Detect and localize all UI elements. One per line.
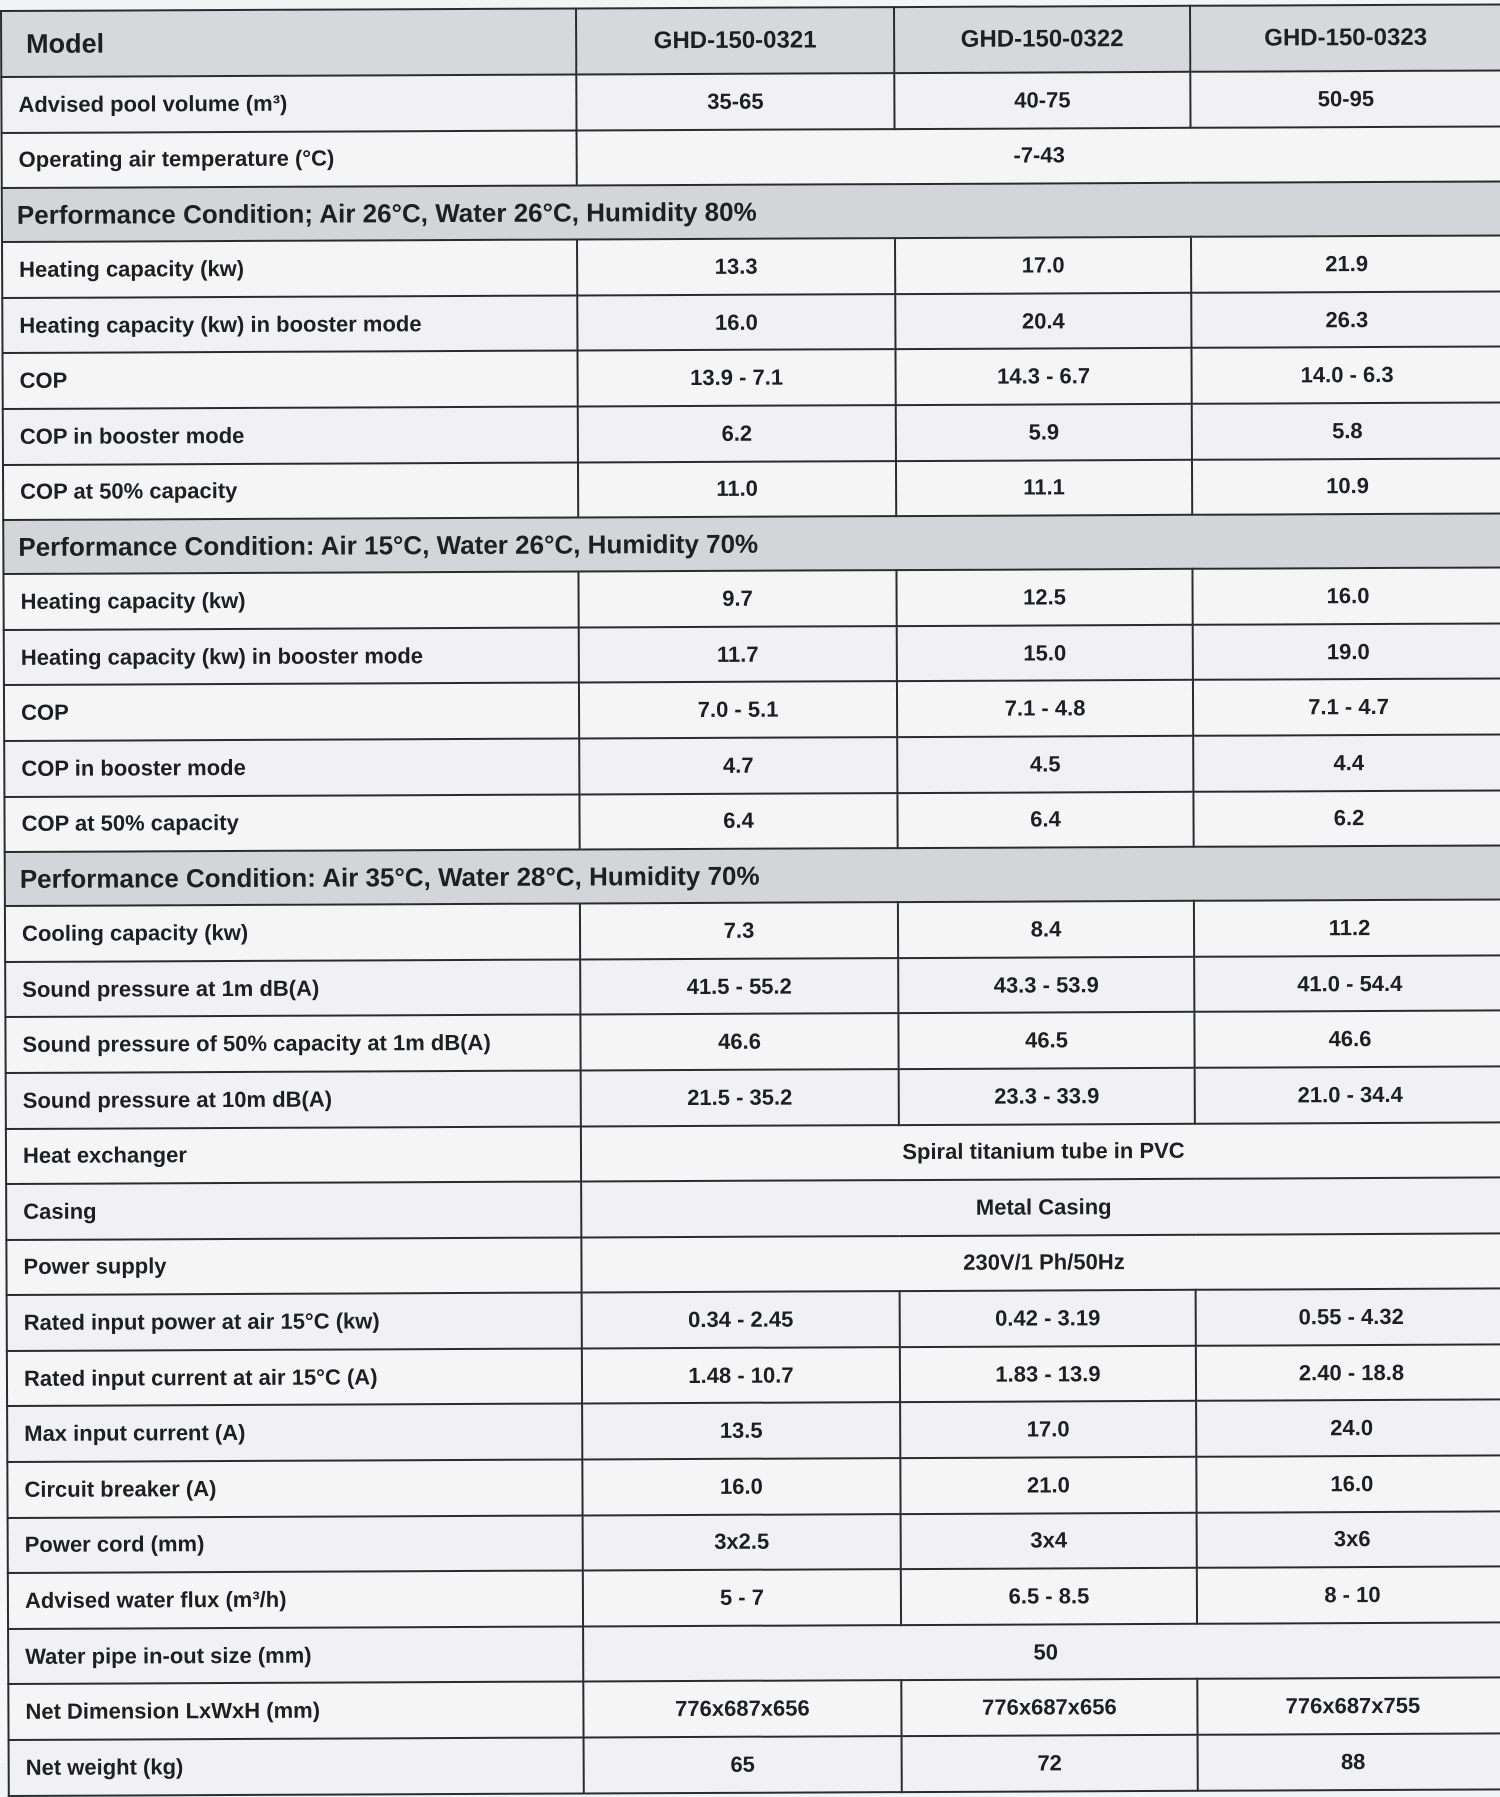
model-label: Model — [1, 8, 576, 77]
section-header — [2, 182, 1500, 243]
row-value: 26.3 — [1191, 291, 1500, 348]
row-label: Net Dimension LxWxH (mm) — [8, 1682, 583, 1740]
spec-sheet — [0, 10, 1500, 1780]
row-label: Advised water flux (m³/h) — [8, 1571, 583, 1629]
spec-row — [3, 458, 1500, 520]
row-value: 7.0 - 5.1 — [579, 681, 897, 738]
row-label: COP — [4, 683, 579, 741]
spec-row — [4, 623, 1500, 685]
row-value-merged: Spiral titanium tube in PVC — [581, 1122, 1500, 1182]
model-name: GHD-150-0321 — [576, 7, 894, 74]
row-label: Operating air temperature (°C) — [2, 130, 577, 188]
row-value: 15.0 — [897, 625, 1193, 682]
row-value: 21.0 — [900, 1457, 1196, 1514]
row-value: 88 — [1198, 1733, 1500, 1790]
row-value: 7.1 - 4.8 — [897, 680, 1193, 737]
row-value: 1.83 - 13.9 — [900, 1346, 1196, 1403]
spec-row — [8, 1678, 1500, 1740]
row-value: 50-95 — [1190, 70, 1500, 127]
row-value: 65 — [584, 1736, 902, 1793]
spec-row — [4, 790, 1500, 852]
row-value: 11.0 — [578, 461, 896, 518]
row-value: 5 - 7 — [583, 1569, 901, 1626]
spec-row — [9, 1733, 1500, 1795]
row-value: 72 — [902, 1735, 1198, 1792]
row-label: Sound pressure at 10m dB(A) — [6, 1070, 581, 1128]
model-name: GHD-150-0322 — [894, 6, 1190, 73]
row-label: COP in booster mode — [4, 738, 579, 796]
row-value: 40-75 — [894, 72, 1190, 129]
row-label: Casing — [6, 1182, 581, 1240]
row-label: Net weight (kg) — [9, 1738, 584, 1796]
spec-row — [6, 1233, 1500, 1295]
row-value: 41.0 - 54.4 — [1194, 955, 1500, 1012]
row-value: 4.4 — [1193, 734, 1500, 791]
row-value: 4.7 — [579, 737, 897, 794]
row-value: 21.9 — [1191, 236, 1500, 293]
row-label: Heating capacity (kw) in booster mode — [4, 627, 579, 685]
row-label: Circuit breaker (A) — [7, 1460, 582, 1518]
spec-row — [8, 1511, 1500, 1573]
row-value: 7.3 — [580, 902, 898, 959]
spec-row — [6, 1178, 1500, 1240]
section-title: Performance Condition: Air 15°C, Water 26°C, Humidity 70% — [3, 514, 1500, 575]
row-value: 13.5 — [582, 1403, 900, 1460]
row-label: Rated input current at air 15°C (A) — [7, 1348, 582, 1406]
spec-row — [6, 1066, 1500, 1128]
row-label: Cooling capacity (kw) — [5, 904, 580, 962]
row-value: 9.7 — [578, 570, 896, 627]
row-label: Max input current (A) — [7, 1404, 582, 1462]
row-value: 4.5 — [897, 736, 1193, 793]
row-value: 21.0 - 34.4 — [1195, 1066, 1500, 1123]
row-value: 16.0 — [1196, 1455, 1500, 1512]
spec-row — [3, 568, 1500, 630]
row-value-merged: 50 — [583, 1622, 1500, 1682]
row-value: 46.5 — [898, 1012, 1194, 1069]
row-value: 14.0 - 6.3 — [1191, 347, 1500, 404]
row-value: 8 - 10 — [1197, 1567, 1500, 1624]
row-value: 5.8 — [1192, 402, 1500, 459]
row-label: COP in booster mode — [3, 406, 578, 464]
row-label: Rated input power at air 15°C (kw) — [7, 1293, 582, 1351]
spec-row — [1, 70, 1500, 132]
header-row — [1, 4, 1500, 77]
row-label: COP — [2, 351, 577, 409]
row-value: 2.40 - 18.8 — [1196, 1344, 1500, 1401]
row-value: 776x687x755 — [1197, 1678, 1500, 1735]
row-value: 776x687x656 — [583, 1681, 901, 1738]
row-value: 13.3 — [577, 238, 895, 295]
spec-row — [2, 291, 1500, 353]
row-value: 3x6 — [1197, 1511, 1500, 1568]
row-value: 43.3 - 53.9 — [898, 957, 1194, 1014]
row-value: 12.5 — [896, 569, 1192, 626]
row-value: 3x4 — [901, 1512, 1197, 1569]
row-value: 19.0 — [1193, 623, 1500, 680]
row-value: 7.1 - 4.7 — [1193, 679, 1500, 736]
row-value: 776x687x656 — [901, 1679, 1197, 1736]
row-label: COP at 50% capacity — [4, 794, 579, 852]
section-title: Performance Condition: Air 35°C, Water 28°C, Humidity 70% — [5, 846, 1500, 907]
row-value: 13.9 - 7.1 — [577, 349, 895, 406]
row-value: 21.5 - 35.2 — [581, 1069, 899, 1126]
row-value: 46.6 — [1194, 1011, 1500, 1068]
row-value: 10.9 — [1192, 458, 1500, 515]
row-value: 46.6 — [580, 1013, 898, 1070]
spec-row — [5, 900, 1500, 962]
row-label: Power cord (mm) — [8, 1515, 583, 1573]
spec-row — [8, 1567, 1500, 1629]
row-value: 23.3 - 33.9 — [899, 1068, 1195, 1125]
row-value: 6.4 — [897, 791, 1193, 848]
row-value: 3x2.5 — [583, 1514, 901, 1571]
row-value: 17.0 — [895, 237, 1191, 294]
row-label: COP at 50% capacity — [3, 462, 578, 520]
spec-row — [2, 126, 1500, 188]
row-value: 0.34 - 2.45 — [582, 1291, 900, 1348]
row-value: 0.42 - 3.19 — [900, 1290, 1196, 1347]
spec-row — [3, 402, 1500, 464]
row-label: Heating capacity (kw) — [3, 572, 578, 630]
spec-row — [5, 1011, 1500, 1073]
section-header — [5, 846, 1500, 907]
spec-row — [7, 1344, 1500, 1406]
row-label: Heating capacity (kw) in booster mode — [2, 295, 577, 353]
spec-row — [4, 734, 1500, 796]
row-label: Power supply — [6, 1237, 581, 1295]
row-value: 41.5 - 55.2 — [580, 958, 898, 1015]
row-value: 6.4 — [579, 793, 897, 850]
section-header — [3, 514, 1500, 575]
row-value: 16.0 — [582, 1458, 900, 1515]
row-value: 11.7 — [579, 626, 897, 683]
row-value: 0.55 - 4.32 — [1196, 1289, 1500, 1346]
row-value: 35-65 — [576, 73, 894, 130]
spec-row — [7, 1289, 1500, 1351]
spec-row — [7, 1400, 1500, 1462]
row-label: Advised pool volume (m³) — [1, 74, 576, 132]
row-label: Heating capacity (kw) — [2, 240, 577, 298]
row-label: Sound pressure at 1m dB(A) — [5, 959, 580, 1017]
spec-row — [2, 347, 1500, 409]
row-value: 6.5 - 8.5 — [901, 1568, 1197, 1625]
model-name: GHD-150-0323 — [1190, 4, 1500, 71]
row-value: 11.1 — [896, 459, 1192, 516]
spec-row — [5, 955, 1500, 1017]
row-value: 6.2 — [578, 405, 896, 462]
row-value: 5.9 — [896, 404, 1192, 461]
section-title: Performance Condition; Air 26°C, Water 26°C, Humidity 80% — [2, 182, 1500, 243]
row-value: 16.0 — [577, 294, 895, 351]
row-value-merged: -7-43 — [577, 126, 1500, 186]
row-value: 1.48 - 10.7 — [582, 1347, 900, 1404]
spec-row — [8, 1622, 1500, 1684]
row-value: 20.4 — [895, 293, 1191, 350]
row-value: 6.2 — [1193, 790, 1500, 847]
row-value: 16.0 — [1192, 568, 1500, 625]
row-value: 11.2 — [1194, 900, 1500, 957]
row-value-merged: Metal Casing — [581, 1178, 1500, 1238]
row-label: Water pipe in-out size (mm) — [8, 1626, 583, 1684]
spec-row — [7, 1455, 1500, 1517]
row-label: Heat exchanger — [6, 1126, 581, 1184]
spec-row — [6, 1122, 1500, 1184]
spec-table — [0, 3, 1500, 1796]
row-value-merged: 230V/1 Ph/50Hz — [581, 1233, 1500, 1293]
row-value: 8.4 — [898, 901, 1194, 958]
row-value: 24.0 — [1196, 1400, 1500, 1457]
row-value: 17.0 — [900, 1401, 1196, 1458]
row-value: 14.3 - 6.7 — [895, 348, 1191, 405]
spec-row — [4, 679, 1500, 741]
row-label: Sound pressure of 50% capacity at 1m dB(A) — [5, 1015, 580, 1073]
spec-row — [2, 236, 1500, 298]
